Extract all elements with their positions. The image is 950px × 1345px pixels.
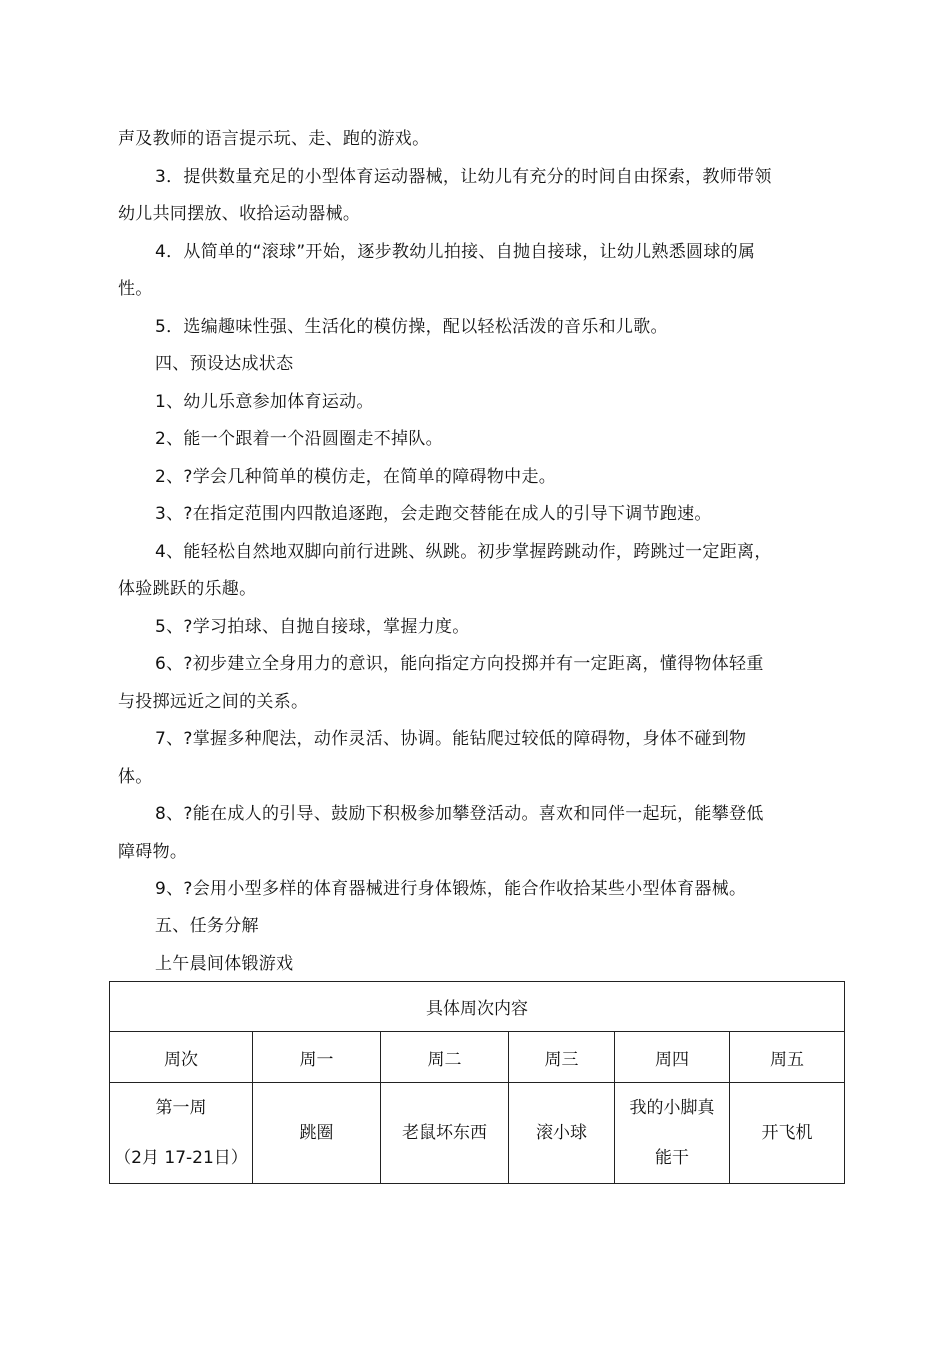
header-tue: 周二 <box>381 1032 509 1083</box>
paragraph-line: 体。 <box>118 767 153 787</box>
paragraph-line: 6、?初步建立全身用力的意识，能向指定方向投掷并有一定距离，懂得物体轻重 <box>155 654 764 674</box>
paragraph-line: 障碍物。 <box>118 842 188 862</box>
table-row <box>110 1083 845 1184</box>
paragraph-line: 体验跳跃的乐趣。 <box>118 579 257 599</box>
section-heading: 五、任务分解 <box>155 916 259 936</box>
paragraph-line: 声及教师的语言提示玩、走、跑的游戏。 <box>118 129 430 149</box>
paragraph-line: 幼儿共同摆放、收拾运动器械。 <box>118 204 361 224</box>
header-week: 周次 <box>110 1032 253 1083</box>
header-thu: 周四 <box>615 1032 730 1083</box>
paragraph-line: 3．提供数量充足的小型体育运动器械，让幼儿有充分的时间自由探索，教师带领 <box>155 167 772 187</box>
header-wed: 周三 <box>509 1032 615 1083</box>
cell-mon: 跳圈 <box>253 1083 381 1184</box>
paragraph-line: 3、?在指定范围内四散追逐跑，会走跑交替能在成人的引导下调节跑速。 <box>155 504 712 524</box>
header-fri: 周五 <box>730 1032 845 1083</box>
cell-thu-line1: 我的小脚真 <box>629 1098 715 1118</box>
paragraph-line: 8、?能在成人的引导、鼓励下积极参加攀登活动。喜欢和同伴一起玩，能攀登低 <box>155 804 764 824</box>
paragraph-line: 5．选编趣味性强、生活化的模仿操，配以轻松活泼的音乐和儿歌。 <box>155 317 668 337</box>
cell-tue: 老鼠坏东西 <box>381 1083 509 1184</box>
paragraph-line: 1、幼儿乐意参加体育运动。 <box>155 392 374 412</box>
table-title-row <box>110 982 845 1032</box>
week-label: 第一周 <box>155 1098 207 1118</box>
cell-fri: 开飞机 <box>730 1083 845 1184</box>
cell-week <box>110 1083 253 1184</box>
cell-wed: 滚小球 <box>509 1083 615 1184</box>
paragraph-line: 4．从简单的“滚球”开始，逐步教幼儿拍接、自抛自接球，让幼儿熟悉圆球的属 <box>155 242 756 262</box>
table-caption: 上午晨间体锻游戏 <box>155 954 294 974</box>
paragraph-line: 5、?学习拍球、自抛自接球，掌握力度。 <box>155 617 470 637</box>
header-mon: 周一 <box>253 1032 381 1083</box>
section-heading: 四、预设达成状态 <box>155 354 294 374</box>
paragraph-line: 与投掷远近之间的关系。 <box>118 692 309 712</box>
paragraph-line: 性。 <box>118 279 153 299</box>
table-header-row <box>110 1032 845 1083</box>
paragraph-line: 4、能轻松自然地双脚向前行进跳、纵跳。初步掌握跨跳动作，跨跳过一定距离， <box>155 542 772 562</box>
cell-thu <box>615 1083 730 1184</box>
paragraph-line: 2、能一个跟着一个沿圆圈走不掉队。 <box>155 429 443 449</box>
week-dates: （2月 17-21日） <box>114 1148 248 1168</box>
paragraph-line: 7、?掌握多种爬法，动作灵活、协调。能钻爬过较低的障碍物，身体不碰到物 <box>155 729 747 749</box>
paragraph-line: 2、?学会几种简单的模仿走，在简单的障碍物中走。 <box>155 467 557 487</box>
schedule-table <box>109 981 845 1184</box>
table-title: 具体周次内容 <box>110 982 845 1032</box>
paragraph-line: 9、?会用小型多样的体育器械进行身体锻炼，能合作收拾某些小型体育器械。 <box>155 879 747 899</box>
cell-thu-line2: 能干 <box>655 1148 689 1168</box>
